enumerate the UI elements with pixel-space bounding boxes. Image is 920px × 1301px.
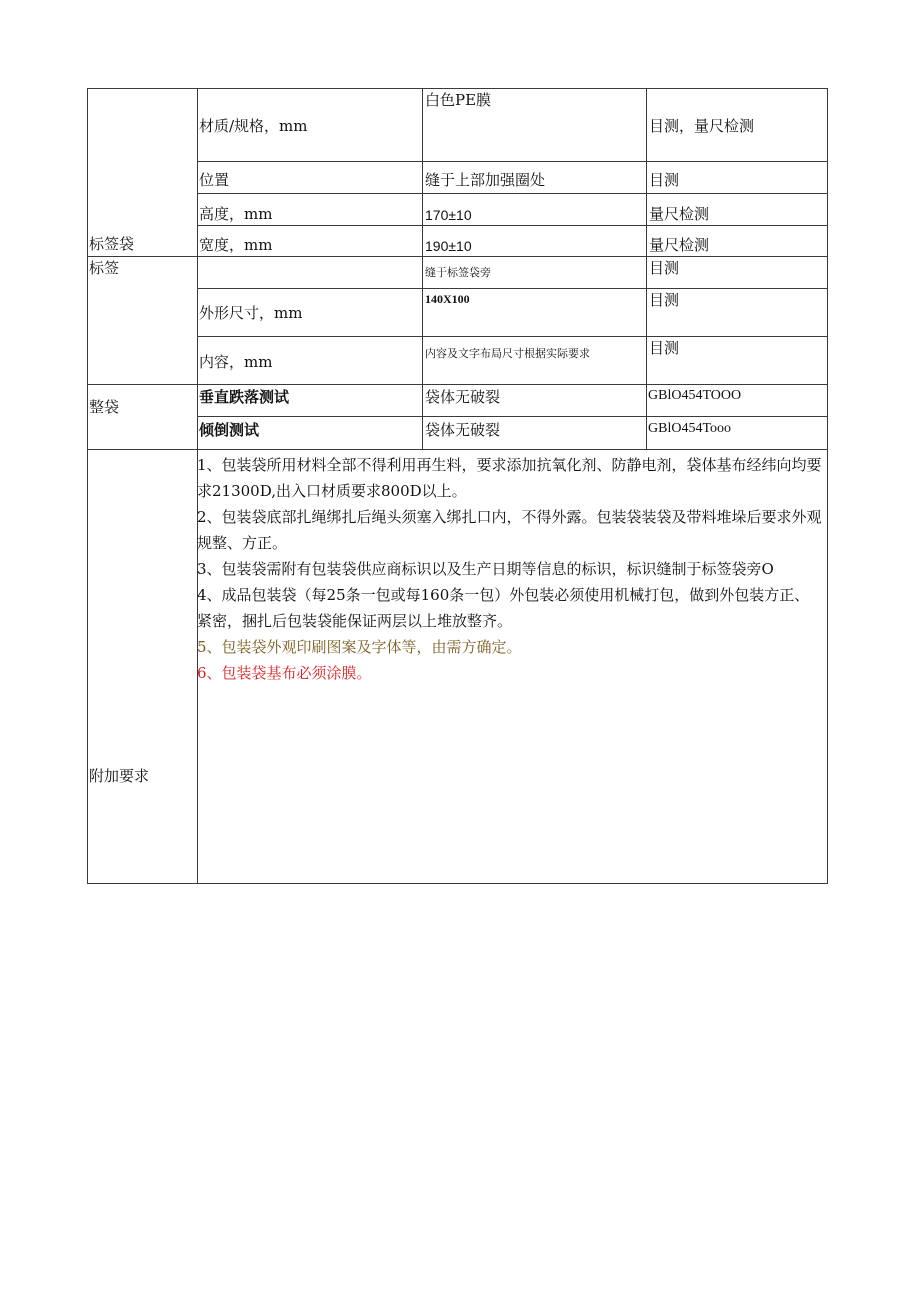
item-cell: 材质/规格，mm xyxy=(199,117,308,135)
note-item: 5、包装袋外观印刷图案及字体等，由需方确定。 xyxy=(197,638,522,656)
spec-cell: 缝于标签袋旁 xyxy=(425,266,491,279)
row-divider xyxy=(197,416,828,417)
spec-cell: 140X100 xyxy=(425,292,470,306)
spec-cell: 190±10 xyxy=(425,238,472,254)
spec-cell: 袋体无破裂 xyxy=(425,421,501,439)
column-divider xyxy=(646,88,647,450)
row-divider xyxy=(87,384,828,385)
group-label-tag: 标签 xyxy=(89,259,120,277)
spec-cell: 缝于上部加强圈处 xyxy=(425,171,546,189)
row-divider xyxy=(87,256,828,257)
note-item: 6、包装袋基布必须涂膜。 xyxy=(197,664,372,682)
group-label-extra: 附加要求 xyxy=(89,767,150,785)
method-cell: GBlO454TOOO xyxy=(648,388,742,403)
notes-list xyxy=(197,452,823,686)
item-cell: 高度，mm xyxy=(199,205,273,223)
table-border-right xyxy=(827,88,828,884)
item-cell: 垂直跌落测试 xyxy=(199,388,290,406)
table-border-left xyxy=(87,88,88,884)
row-divider xyxy=(197,161,828,162)
note-item: 1、包装袋所用材料全部不得利用再生料，要求添加抗氧化剂、防静电剂，袋体基布经纬向均要求21300D,出入口材质要求800D以上。 xyxy=(197,456,822,500)
spec-table xyxy=(87,88,828,884)
spec-cell: 袋体无破裂 xyxy=(425,388,501,406)
spec-cell: 内容及文字布局尺寸根据实际要求 xyxy=(425,347,590,360)
item-cell: 倾倒测试 xyxy=(199,421,260,439)
row-divider xyxy=(87,449,828,450)
group-label-whole-bag: 整袋 xyxy=(89,398,120,416)
method-cell: GBlO454Tooo xyxy=(648,421,732,436)
spec-cell: 白色PE膜 xyxy=(425,91,492,109)
method-cell: 量尺检测 xyxy=(649,205,710,223)
row-divider xyxy=(197,225,828,226)
item-cell: 内容，mm xyxy=(199,353,273,371)
method-cell: 目测 xyxy=(649,339,680,357)
table-border-bottom xyxy=(87,883,828,884)
spec-cell: 170±10 xyxy=(425,207,472,223)
column-divider xyxy=(422,88,423,450)
row-divider xyxy=(197,288,828,289)
item-cell: 宽度，mm xyxy=(199,236,273,254)
method-cell: 目测 xyxy=(649,259,680,277)
group-label-bag: 标签袋 xyxy=(89,235,135,253)
table-border-top xyxy=(87,88,828,89)
item-cell: 外形尺寸，mm xyxy=(199,304,303,322)
method-cell: 目测，量尺检测 xyxy=(649,117,755,135)
item-cell: 位置 xyxy=(199,171,230,189)
note-item: 2、包装袋底部扎绳绑扎后绳头须塞入绑扎口内，不得外露。包装袋装袋及带料堆垛后要求外观规整、方正。 xyxy=(197,508,822,552)
method-cell: 量尺检测 xyxy=(649,236,710,254)
row-divider xyxy=(197,193,828,194)
method-cell: 目测 xyxy=(649,171,680,189)
note-item: 3、包装袋需附有包装袋供应商标识以及生产日期等信息的标识，标识缝制于标签袋旁O xyxy=(197,560,774,578)
row-divider xyxy=(197,336,828,337)
note-item: 4、成品包装袋（每25条一包或每160条一包）外包装必须使用机械打包，做到外包装方正、紧密，捆扎后包装袋能保证两层以上堆放整齐。 xyxy=(197,586,810,630)
method-cell: 目测 xyxy=(649,291,680,309)
